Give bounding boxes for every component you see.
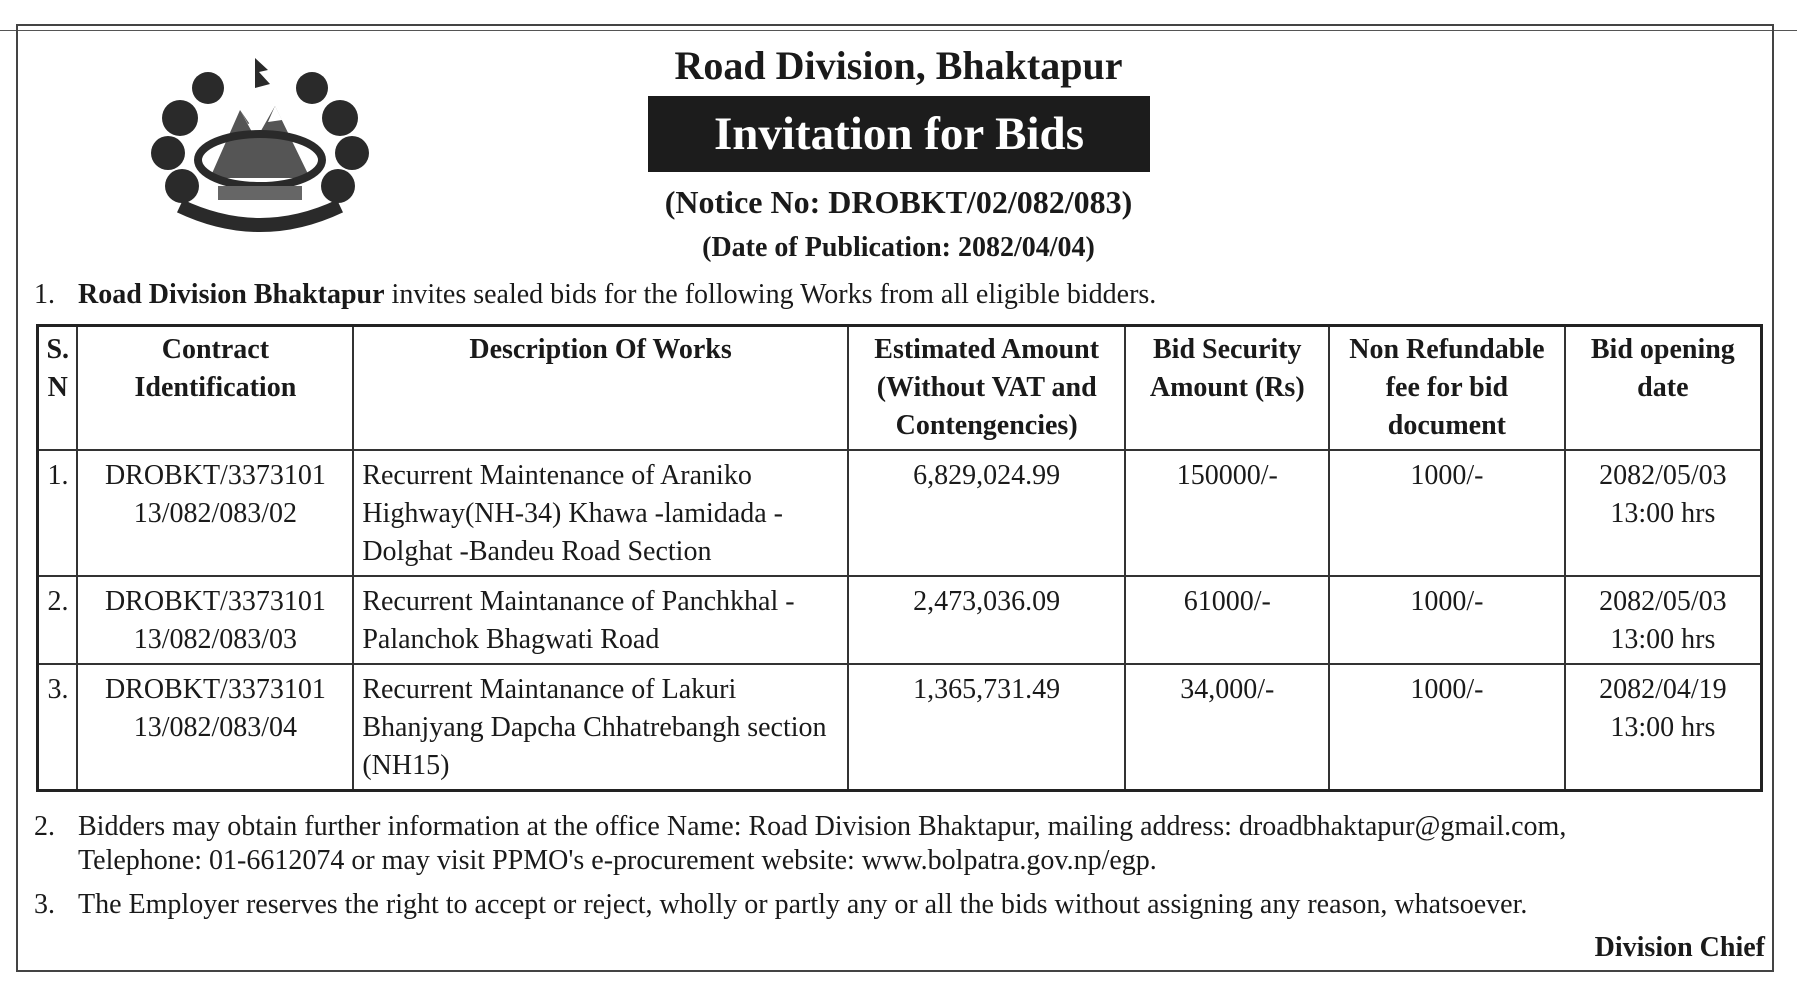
cell-date: 2082/05/03 — [1599, 460, 1727, 491]
invitation-banner: Invitation for Bids — [648, 96, 1150, 172]
col-header-fee: Non Refundable fee for bid document — [1329, 326, 1565, 451]
publication-date: (Date of Publication: 2082/04/04) — [702, 232, 1095, 263]
clause-number: 3. — [34, 889, 55, 920]
col-header-description: Description Of Works — [353, 326, 848, 451]
bids-table — [36, 324, 1763, 792]
table-header-row — [38, 326, 1762, 451]
cell-time: 13:00 hrs — [1610, 712, 1716, 743]
cell-description: Recurrent Maintanance of Panchkhal -Palanchok Bhagwati Road — [353, 576, 848, 664]
signature: Division Chief — [1594, 932, 1765, 963]
table-row — [38, 664, 1762, 791]
clause-2-line-1: Bidders may obtain further information at the office Name: Road Division Bhaktapur, mailing address: droadbhaktapur@gmail.com, — [78, 811, 1567, 842]
cell-time: 13:00 hrs — [1610, 624, 1716, 655]
cell-sn: 2. — [38, 576, 78, 664]
cell-date: 2082/05/03 — [1599, 586, 1727, 617]
intro-org: Road Division Bhaktapur — [78, 279, 385, 310]
col-header-amount: Estimated Amount (Without VAT and Contengencies) — [848, 326, 1126, 451]
cell-sn: 1. — [38, 450, 78, 576]
table-row — [38, 450, 1762, 576]
notice-number: (Notice No: DROBKT/02/082/083) — [664, 184, 1133, 220]
clause-number: 1. — [34, 279, 55, 310]
intro-paragraph — [34, 278, 1156, 312]
col-header-sn: S. N — [38, 326, 78, 451]
cell-fee: 1000/- — [1329, 576, 1565, 664]
cell-amount: 6,829,024.99 — [848, 450, 1126, 576]
clause-2-line-2: Telephone: 01-6612074 or may visit PPMO's e-procurement website: www.bolpatra.gov.np/egp. — [78, 845, 1157, 876]
cell-security: 34,000/- — [1125, 664, 1329, 791]
clause-number: 2. — [34, 811, 55, 842]
cell-contract: DROBKT/3373101 13/082/083/02 — [77, 450, 353, 576]
cell-fee: 1000/- — [1329, 450, 1565, 576]
clause-2 — [34, 810, 1566, 878]
cell-description: Recurrent Maintenance of Araniko Highway(NH-34) Khawa -lamidada - Dolghat -Bandeu Road Section — [353, 450, 848, 576]
cell-security: 61000/- — [1125, 576, 1329, 664]
cell-sn: 3. — [38, 664, 78, 791]
cell-contract: DROBKT/3373101 13/082/083/04 — [77, 664, 353, 791]
cell-amount: 2,473,036.09 — [848, 576, 1126, 664]
cell-opening — [1565, 450, 1762, 576]
table-row — [38, 576, 1762, 664]
cell-time: 13:00 hrs — [1610, 498, 1716, 529]
cell-contract: DROBKT/3373101 13/082/083/03 — [77, 576, 353, 664]
cell-date: 2082/04/19 — [1599, 674, 1727, 705]
office-title: Road Division, Bhaktapur — [674, 43, 1123, 88]
cell-description: Recurrent Maintanance of Lakuri Bhanjyang Dapcha Chhatrebangh section (NH15) — [353, 664, 848, 791]
cell-security: 150000/- — [1125, 450, 1329, 576]
col-header-security: Bid Security Amount (Rs) — [1125, 326, 1329, 451]
cell-opening — [1565, 664, 1762, 791]
clause-3-text: The Employer reserves the right to accept or reject, wholly or partly any or all the bids without assigning any reason, whatsoever. — [78, 889, 1528, 920]
cell-amount: 1,365,731.49 — [848, 664, 1126, 791]
col-header-contract: Contract Identification — [77, 326, 353, 451]
cell-fee: 1000/- — [1329, 664, 1565, 791]
clause-3 — [34, 888, 1527, 922]
intro-text: invites sealed bids for the following Works from all eligible bidders. — [384, 279, 1157, 310]
cell-opening — [1565, 576, 1762, 664]
col-header-date: Bid opening date — [1565, 326, 1762, 451]
